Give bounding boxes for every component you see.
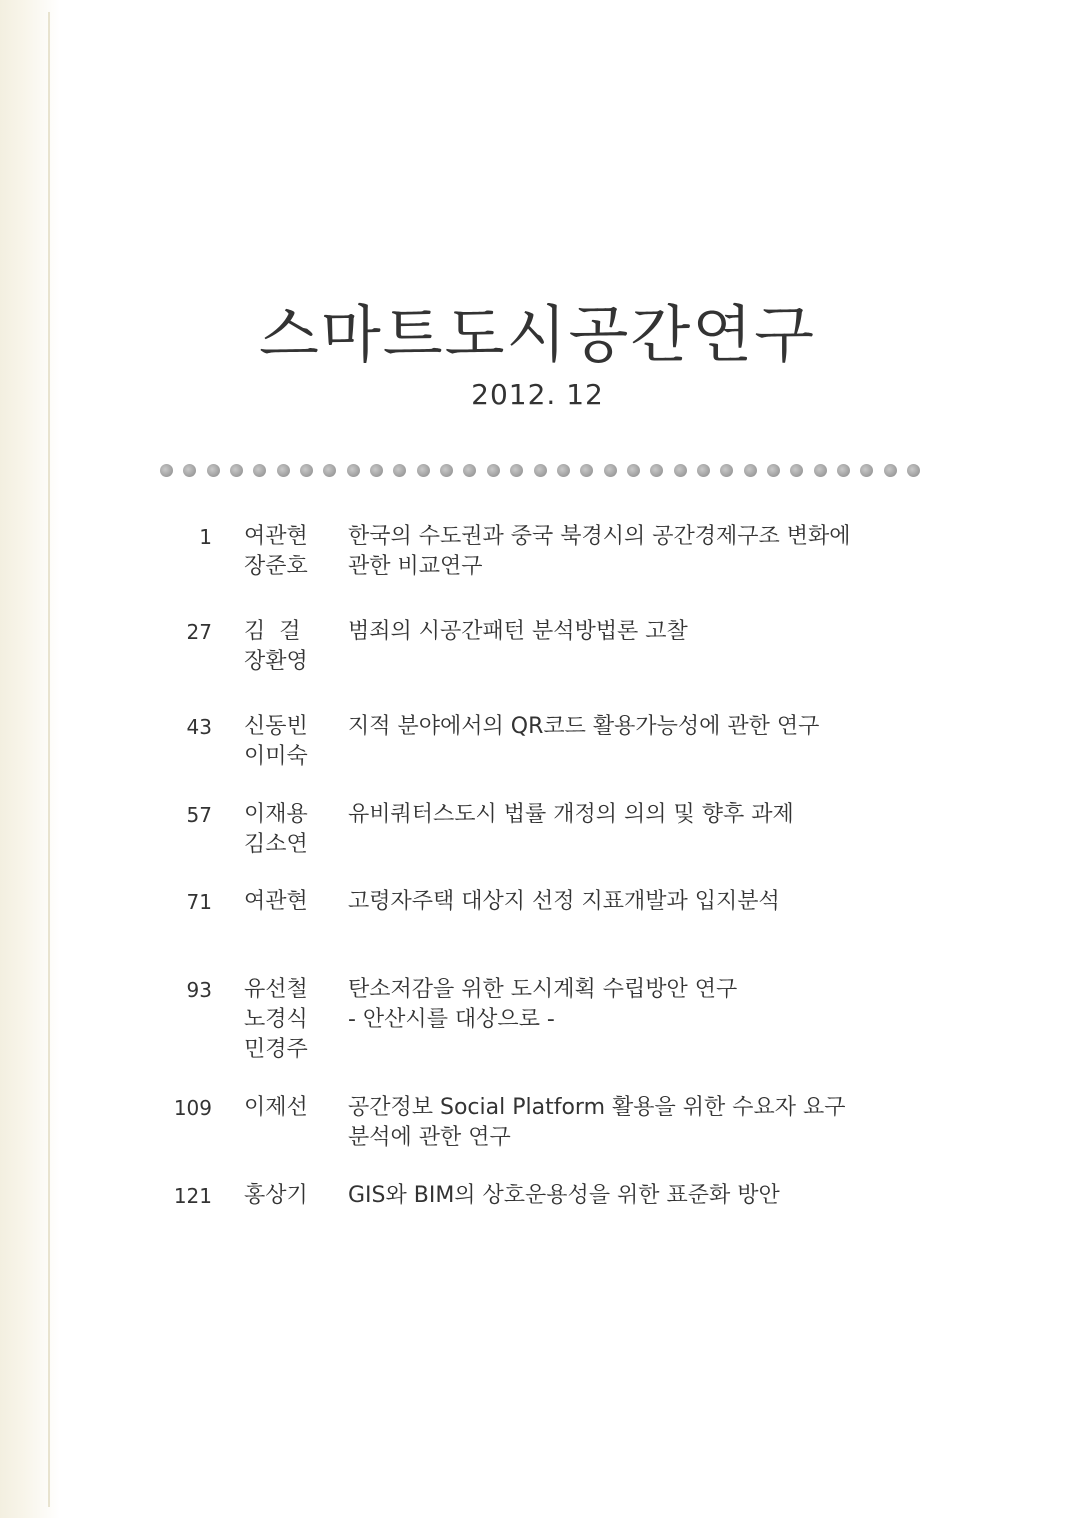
toc-title-line: 범죄의 시공간패턴 분석방법론 고찰 [348, 619, 688, 644]
toc-title-line: 유비쿼터스도시 법률 개정의 의의 및 향후 과제 [348, 802, 794, 827]
toc-authors [244, 712, 334, 772]
toc-title-line: 지적 분야에서의 QR코드 활용가능성에 관한 연구 [348, 714, 820, 739]
journal-title: 스마트도시공간연구 [258, 298, 817, 371]
toc-title-line: 분석에 관한 연구 [348, 1125, 511, 1150]
toc-article-title[interactable] [348, 522, 948, 582]
toc-page-number: 43 [186, 715, 212, 739]
toc-author-name: 홍상기 [244, 1183, 308, 1208]
toc-article-title[interactable] [348, 1093, 948, 1153]
toc-author-name: 이제선 [244, 1095, 308, 1120]
toc-page-number: 71 [186, 890, 212, 914]
toc-author-name: 이재용 [244, 802, 308, 827]
toc-title-line: 탄소저감을 위한 도시계획 수립방안 연구 [348, 977, 738, 1002]
toc-page-number: 93 [186, 978, 212, 1002]
toc-author-name: 장준호 [244, 554, 308, 579]
toc-author-name: 신동빈 [244, 714, 308, 739]
issue-date: 2012. 12 [471, 378, 604, 411]
toc-author-name: 유선철 [244, 977, 308, 1002]
toc-title-line: 고령자주택 대상지 선정 지표개발과 입지분석 [348, 889, 780, 914]
toc-authors [244, 887, 334, 917]
toc-article-title[interactable] [348, 887, 948, 917]
toc-article-title[interactable] [348, 1181, 948, 1211]
toc-authors [244, 975, 334, 1065]
toc-author-name: 노경식 [244, 1007, 308, 1032]
toc-article-title[interactable] [348, 975, 948, 1035]
toc-page-number: 1 [199, 525, 212, 549]
toc-authors [244, 522, 334, 582]
toc-author-name: 여관현 [244, 889, 308, 914]
toc-page-number: 27 [186, 620, 212, 644]
toc-authors [244, 1181, 334, 1211]
toc-page-number: 121 [173, 1184, 212, 1208]
toc-author-name: 김소연 [244, 832, 308, 857]
toc-article-title[interactable] [348, 800, 948, 830]
toc-page-number: 109 [173, 1096, 212, 1120]
toc-author-name: 여관현 [244, 524, 308, 549]
toc-authors [244, 800, 334, 860]
toc-authors [244, 617, 334, 677]
toc-page-number: 57 [186, 803, 212, 827]
toc-title-line: GIS와 BIM의 상호운용성을 위한 표준화 방안 [348, 1183, 780, 1208]
toc-author-name: 장환영 [244, 649, 308, 674]
toc-article-title[interactable] [348, 712, 948, 742]
toc-author-name: 김 걸 [244, 619, 301, 644]
toc-title-line: 관한 비교연구 [348, 554, 483, 579]
toc-author-name: 민경주 [244, 1037, 308, 1062]
toc-authors [244, 1093, 334, 1123]
toc-article-title[interactable] [348, 617, 948, 647]
toc-title-line: 한국의 수도권과 중국 북경시의 공간경제구조 변화에 [348, 524, 851, 549]
toc-title-line: - 안산시를 대상으로 - [348, 1007, 555, 1032]
toc-title-line: 공간정보 Social Platform 활용을 위한 수요자 요구 [348, 1095, 846, 1120]
toc-author-name: 이미숙 [244, 744, 308, 769]
